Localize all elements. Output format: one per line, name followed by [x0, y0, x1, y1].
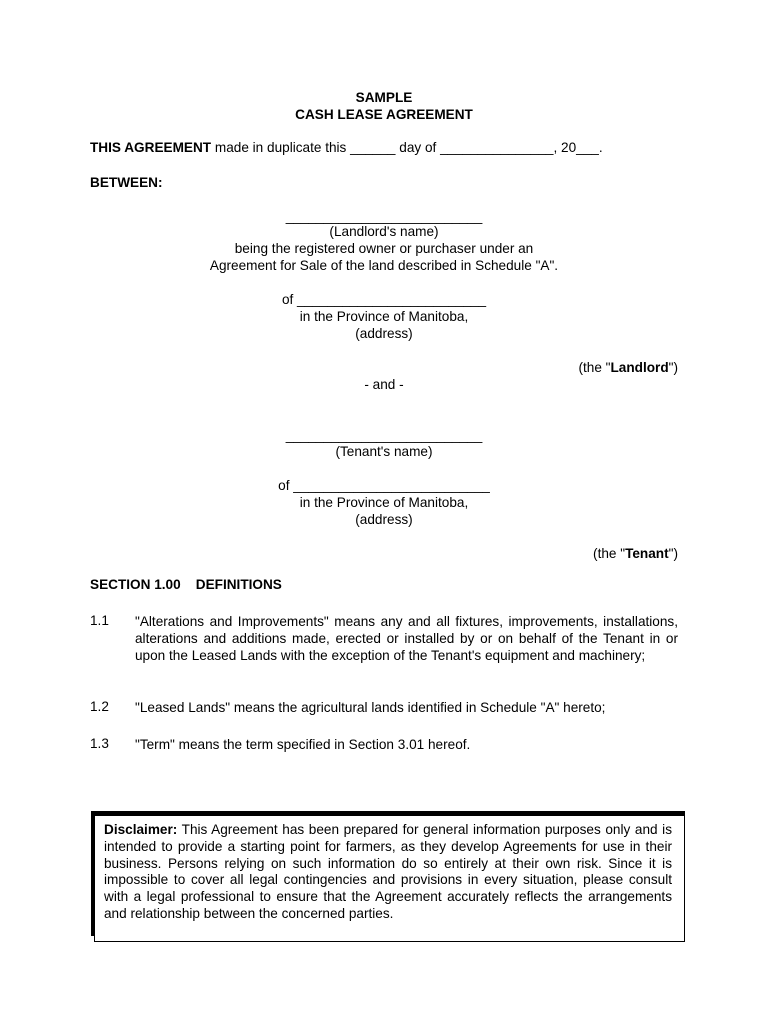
tenant-name-line: __________________________	[285, 428, 483, 443]
landlord-role-word: Landlord	[610, 360, 669, 375]
tenant-province: in the Province of Manitoba,	[299, 495, 469, 510]
tenant-role	[593, 546, 678, 561]
doc-title-sample: SAMPLE	[355, 90, 413, 105]
tenant-role-prefix: (the "	[593, 546, 626, 561]
doc-title: CASH LEASE AGREEMENT	[295, 107, 473, 122]
definition-text: "Leased Lands" means the agricultural lands identified in Schedule "A" hereto;	[135, 700, 606, 715]
and-separator: - and -	[364, 377, 404, 392]
definition-number: 1.1	[90, 613, 109, 628]
tenant-role-word: Tenant	[625, 546, 669, 561]
landlord-address: (address)	[355, 326, 413, 341]
disclaimer-text: This Agreement has been prepared for general information purposes only and is intended to provide a starting point for farmers, as they develop Agreements for use in their business. Persons relying on such information do so entirely at their own risk. Since it is impossible to cover all legal contingencies and provisions in every situation, please consult with a legal professional to ensure that the Agreement accurately reflects the arrangements and relationship between the concerned parties.	[104, 822, 672, 921]
landlord-role-prefix: (the "	[578, 360, 611, 375]
landlord-role	[578, 360, 678, 375]
section-heading: SECTION 1.00 DEFINITIONS	[90, 577, 282, 592]
landlord-owner-line2: Agreement for Sale of the land described in Schedule "A".	[209, 258, 559, 273]
landlord-owner-line1: being the registered owner or purchaser under an	[234, 241, 534, 256]
agreement-intro-bold: THIS AGREEMENT	[90, 140, 212, 155]
agreement-intro	[90, 140, 603, 155]
tenant-of-line: of __________________________	[278, 478, 490, 493]
disclaimer-box	[94, 815, 685, 942]
tenant-address: (address)	[355, 512, 413, 527]
between-heading: BETWEEN:	[90, 175, 163, 190]
landlord-role-suffix: ")	[668, 360, 678, 375]
definition-number: 1.3	[90, 736, 109, 751]
agreement-intro-text: made in duplicate this ______ day of _______________, 20___.	[211, 140, 603, 155]
tenant-name-label: (Tenant's name)	[335, 444, 433, 459]
definition-text: "Term" means the term specified in Section 3.01 hereof.	[135, 737, 471, 752]
definition-text: "Alterations and Improvements" means any and all fixtures, improvements, installations, alterations and additions made, erected or installed by or on behalf of the Tenant in or upon the Leased Lands with the exception of the Tenant's equipment and machinery;	[135, 614, 678, 663]
landlord-of-line: of _________________________	[281, 292, 487, 307]
landlord-name-line: __________________________	[285, 209, 483, 224]
landlord-province: in the Province of Manitoba,	[299, 309, 469, 324]
tenant-role-suffix: ")	[668, 546, 678, 561]
landlord-name-label: (Landlord's name)	[329, 224, 439, 239]
disclaimer-label: Disclaimer:	[104, 822, 178, 837]
disclaimer-text-block	[104, 822, 672, 923]
definition-number: 1.2	[90, 699, 109, 714]
